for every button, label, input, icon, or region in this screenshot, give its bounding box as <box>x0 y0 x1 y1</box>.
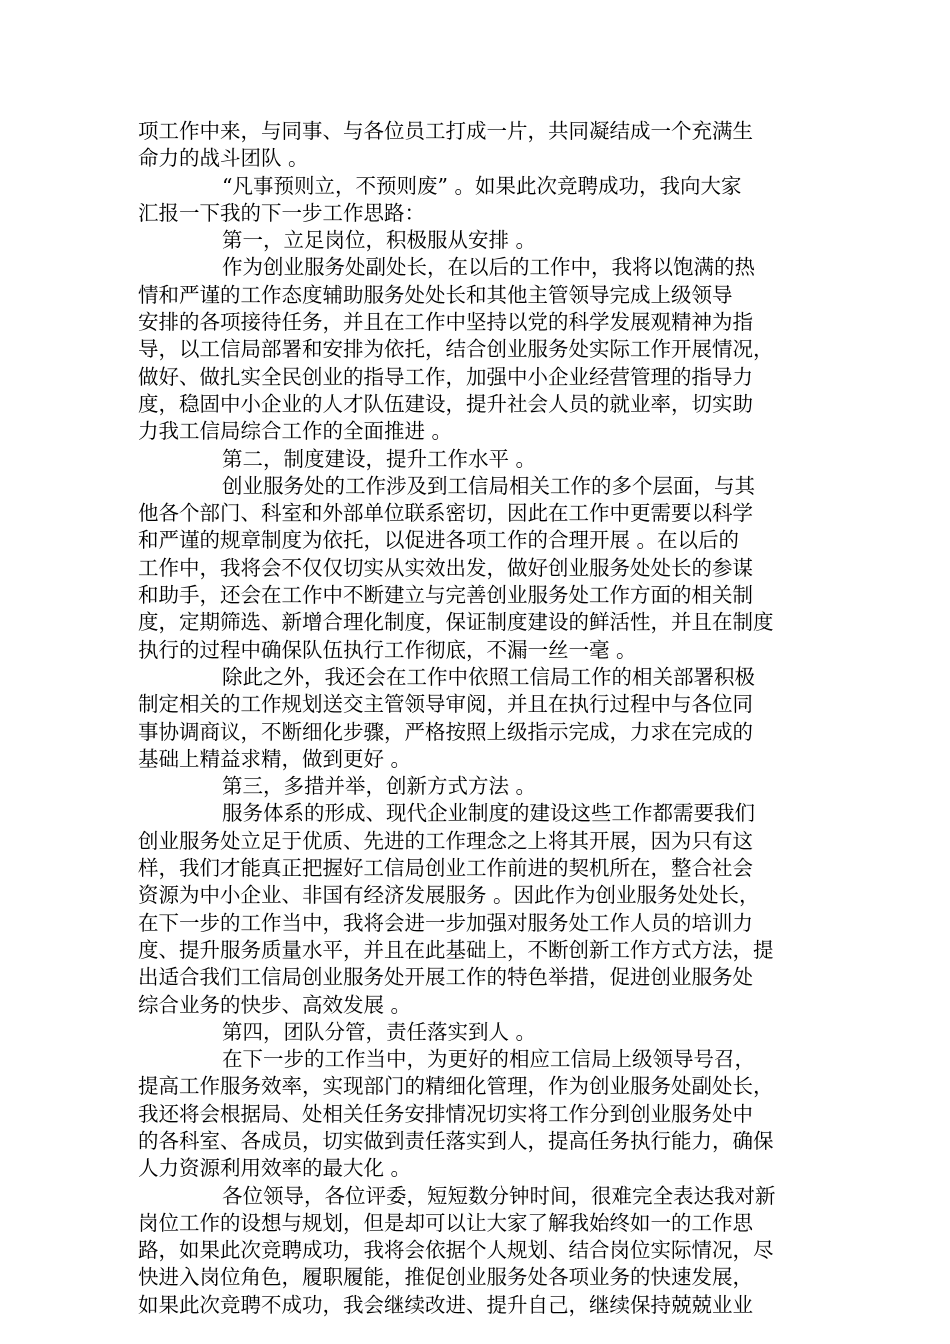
text-line: 第三，多措并举，创新方式方法 。 <box>222 774 537 799</box>
text-line: 和助手，还会在工作中不断建立与完善创业服务处工作方面的相关制 <box>138 583 753 608</box>
text-line: 情和严谨的工作态度辅助服务处处长和其他主管领导完成上级领导 <box>138 282 733 307</box>
text-line: 综合业务的快步、高效发展 。 <box>138 992 412 1017</box>
text-line: 命力的战斗团队 。 <box>138 146 309 171</box>
text-line: 在下一步的工作当中，我将会进一步加强对服务处工作人员的培训力 <box>138 910 753 935</box>
text-line: 安排的各项接待任务，并且在工作中坚持以党的科学发展观精神为指 <box>138 310 753 335</box>
text-line: 资源为中小企业、非国有经济发展服务 。因此作为创业服务处处长， <box>138 883 760 908</box>
text-line: 执行的过程中确保队伍执行工作彻底，不漏一丝一毫 。 <box>138 637 637 662</box>
text-line: 人力资源利用效率的最大化 。 <box>138 1156 412 1181</box>
text-line: 我还将会根据局、处相关任务安排情况切实将工作分到创业服务处中 <box>138 1101 753 1126</box>
text-line: 出适合我们工信局创业服务处开展工作的特色举措，促进创业服务处 <box>138 965 753 990</box>
text-line: 创业服务处立足于优质、先进的工作理念之上将其开展，因为只有这 <box>138 828 753 853</box>
document-body <box>138 118 818 1319</box>
text-line: 做好、做扎实全民创业的指导工作，加强中小企业经营管理的指导力 <box>138 364 753 389</box>
text-line: 事协调商议，不断细化步骤，严格按照上级指示完成，力求在完成的 <box>138 719 753 744</box>
text-line: 第二，制度建设，提升工作水平 。 <box>222 446 537 471</box>
text-line: 基础上精益求精，做到更好 。 <box>138 746 412 771</box>
text-line: 汇报一下我的下一步工作思路： <box>138 200 425 225</box>
text-line: 导，以工信局部署和安排为依托，结合创业服务处实际工作开展情况， <box>138 337 774 362</box>
text-line: 服务体系的形成、现代企业制度的建设这些工作都需要我们 <box>222 801 755 826</box>
text-line: 除此之外，我还会在工作中依照工信局工作的相关部署积极 <box>222 664 755 689</box>
text-line: 力我工信局综合工作的全面推进 。 <box>138 419 453 444</box>
text-line: 度，定期筛选、新增合理化制度，保证制度建设的鲜活性，并且在制度 <box>138 610 774 635</box>
text-line: 工作中，我将会不仅仅切实从实效出发，做好创业服务处处长的参谋 <box>138 555 753 580</box>
text-line: 样，我们才能真正把握好工信局创业工作前进的契机所在，整合社会 <box>138 856 753 881</box>
text-line: 他各个部门、科室和外部单位联系密切，因此在工作中更需要以科学 <box>138 501 753 526</box>
text-line: 项工作中来，与同事、与各位员工打成一片，共同凝结成一个充满生 <box>138 119 753 143</box>
text-line: 第一，立足岗位，积极服从安排 。 <box>222 228 537 253</box>
text-line: 岗位工作的设想与规划，但是却可以让大家了解我始终如一的工作思 <box>138 1210 753 1235</box>
text-line: 度、提升服务质量水平，并且在此基础上，不断创新工作方式方法，提 <box>138 937 774 962</box>
text-line: 的各科室、各成员，切实做到责任落实到人，提高任务执行能力，确保 <box>138 1128 774 1153</box>
text-line: 如果此次竞聘不成功，我会继续改进、提升自己，继续保持兢兢业业 <box>138 1292 753 1317</box>
text-line: 度，稳固中小企业的人才队伍建设，提升社会人员的就业率，切实助 <box>138 391 753 416</box>
text-line: 快进入岗位角色，履职履能，推促创业服务处各项业务的快速发展， <box>138 1265 753 1290</box>
text-line: 路，如果此次竞聘成功，我将会依据个人规划、结合岗位实际情况，尽 <box>138 1238 774 1263</box>
text-line: 和严谨的规章制度为依托，以促进各项工作的合理开展 。在以后的 <box>138 528 740 553</box>
text-line: “凡事预则立，不预则废” 。如果此次竞聘成功，我向大家 <box>222 173 742 198</box>
text-line: 制定相关的工作规划送交主管领导审阅，并且在执行过程中与各位同 <box>138 692 753 717</box>
text-line: 第四，团队分管，责任落实到人 。 <box>222 1019 537 1044</box>
text-line: 提高工作服务效率，实现部门的精细化管理，作为创业服务处副处长， <box>138 1074 774 1099</box>
text-line: 作为创业服务处副处长，在以后的工作中，我将以饱满的热 <box>222 255 755 280</box>
text-line: 各位领导，各位评委，短短数分钟时间，很难完全表达我对新 <box>222 1183 776 1208</box>
text-line: 在下一步的工作当中，为更好的相应工信局上级领导号召， <box>222 1047 755 1072</box>
text-line: 创业服务处的工作涉及到工信局相关工作的多个层面，与其 <box>222 473 755 498</box>
